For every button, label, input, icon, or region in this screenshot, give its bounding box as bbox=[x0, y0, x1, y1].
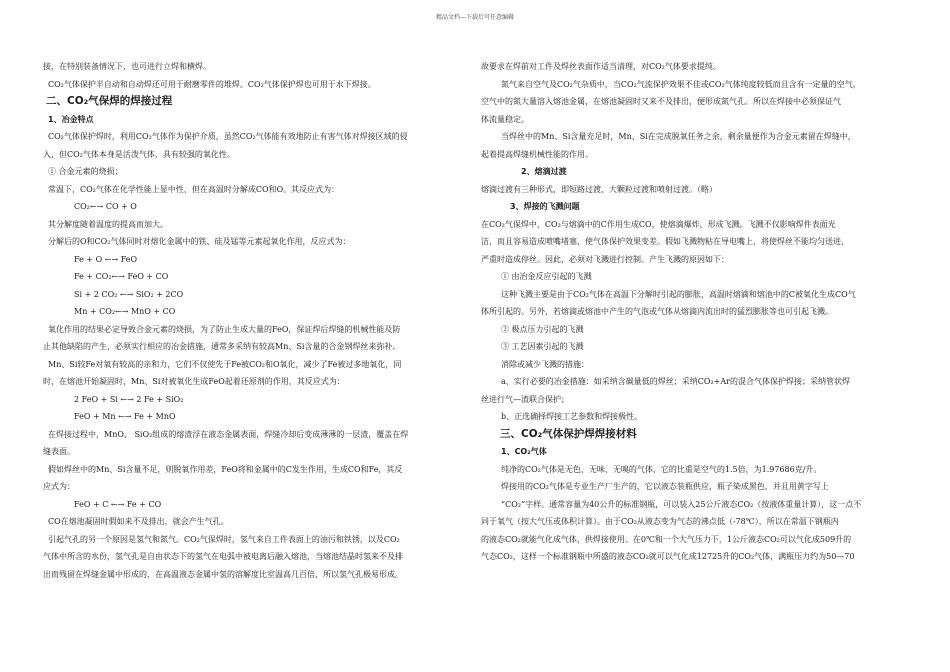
text-line: 时，在熔池开始凝固时，Mn、Si对被氧化生成FeO起着还原剂的作用，其反应式为： bbox=[43, 377, 345, 386]
text-line: 丝进行气—渣联合保护； bbox=[481, 394, 569, 404]
text-line: CO在熔池凝固时假如来不及排出，就会产生气孔。 bbox=[48, 517, 229, 526]
text-line: 焊接用的CO₂气体是专业生产厂生产的，它以液态装瓶供应，瓶子染成黑色，并且用黄字写上 bbox=[501, 482, 829, 491]
text-line: Fe + O ←→ FeO bbox=[74, 254, 138, 264]
text-line: 体流量稳定。 bbox=[481, 114, 529, 124]
text-line: 出而残留在焊缝金属中形成的，在高温液态金属中氢的溶解度比室温高几百倍，所以氢气孔极易形成。 bbox=[43, 569, 403, 579]
text-line: 入，但CO₂气体本身是活泼气体，具有较强的氧化性。 bbox=[43, 149, 235, 159]
text-line: 气态CO₂，这样一个标准钢瓶中所盛的液态CO₂就可以气化成12725升的CO₂气体，满瓶压力约为50—70 bbox=[481, 552, 855, 561]
text-line: 起着提高焊缝机械性能的作用。 bbox=[481, 149, 593, 159]
text-line: 的液态CO₂就能气化成气体，供焊接使用。在0℃和一个大气压力下，1公斤液态CO₂可以气化成509升的 bbox=[481, 534, 852, 544]
text-line: 这种飞溅主要是由于CO₂气体在高温下分解时引起的膨胀，高温时熔滴和熔池中的C被氧化生成CO气 bbox=[501, 289, 856, 299]
text-line: 氧化作用的结果必定导致合金元素的烧损，为了防止生成大量的FeO，保证焊后焊缝的机械性能及防 bbox=[48, 324, 401, 334]
text-line: a、实行必要的冶金措施：如采纳含碳量低的焊丝；采纳CO₂+Ar的混合气体保护焊接；采纳管状焊 bbox=[501, 377, 850, 386]
text-line: 止其他缺陷的产生，必须实行相应的冶金措施，通常多采纳有较高Mn、Si含量的合金钢焊丝来弥补。 bbox=[43, 342, 401, 351]
text-line: 同于氧气（按大气压或体积计算）。由于CO₂从液态变为气态的沸点低（-78℃），所以在常温下钢瓶内 bbox=[481, 517, 839, 526]
text-line: 在焊接过程中，MnO、 SiO₂组成的熔渣浮在液态金属表面，焊缝冷却后变成薄薄的一层渣，覆盖在焊 bbox=[48, 429, 409, 439]
text-line: CO₂气体保护焊时，利用CO₂气体作为保护介质，虽然CO₂气体能有效地防止有害气体对焊接区域的侵 bbox=[48, 132, 408, 141]
text-line: 氮气来自空气及CO₂气杂质中，当CO₂气流保护效果不佳或CO₂气体纯度较低而且含有一定量的空气， bbox=[501, 79, 861, 89]
text-line: 故要求在焊前对工件及焊丝表面作适当清理，对CO₂气体要求提纯。 bbox=[481, 62, 721, 71]
text-line: b、正选确择焊接工艺参数和焊接极性。 bbox=[501, 412, 643, 421]
text-line: Fe + CO₂←→ FeO + CO bbox=[74, 272, 169, 281]
text-line: “CO₂”字样。通常容量为40公升的标准钢瓶，可以装入25公斤液态CO₂（按液体重量计算），这一点不 bbox=[501, 499, 862, 509]
text-line: ① 由冶金反应引起的飞溅 bbox=[501, 272, 592, 281]
text-line: 缝表面。 bbox=[43, 447, 75, 456]
page-header: 精品文档---下载后可任意编辑 bbox=[435, 14, 515, 21]
text-line: CO₂气体保护半自动和自动焊还可用于耐磨零件的堆焊。CO₂气体保护焊也可用于水下焊接。 bbox=[48, 79, 376, 89]
text-line: 引起气孔的另一个原因是氢气和氮气。CO₂气保焊时，氢气来自工件表面上的油污和铁锈，以及CO₂ bbox=[48, 534, 400, 544]
text-line: 常温下，CO₂气体在化学性能上显中性，但在高温时分解成CO和O。其反应式为： bbox=[48, 184, 340, 194]
subsection-heading: 3、焊接的飞溅问题 bbox=[510, 202, 580, 211]
text-line: 消除或减少飞溅的措施： bbox=[501, 359, 589, 369]
text-line: 当焊丝中的Mn、Si含量充足时，Mn、Si在完成脱氧任务之余，剩余量便作为合金元素留在焊缝中， bbox=[501, 132, 856, 141]
text-line: ③ 工艺因素引起的飞溅 bbox=[501, 342, 584, 351]
subsection-heading: 1、冶金特点 bbox=[48, 114, 94, 124]
text-line: 气体中所含的水份，氢气孔是自由状态下的氢气在电弧中被电离后融入熔池，当熔池结晶时氢来不及排 bbox=[43, 552, 403, 561]
text-line: 严重时造成停丝。因此，必须对飞溅进行控制。产生飞溅的原因如下： bbox=[481, 254, 729, 264]
text-line: 假如焊丝中的Mn、Si含量不足，则脱氧作用差，FeO将和金属中的C发生作用，生成CO和Fe，其反 bbox=[48, 464, 403, 474]
subsection-heading: 1、CO₂气体 bbox=[501, 447, 547, 456]
text-line: 空气中的氮大量溶入熔池金属，在熔池凝固时又来不及排出，便形成氮气孔。所以在焊接中必须保证气 bbox=[481, 97, 841, 106]
right-column bbox=[481, 58, 919, 566]
section-heading: 二、CO₂气保焊的焊接过程 bbox=[46, 95, 173, 107]
text-line: Mn + CO₂←→ MnO + CO bbox=[74, 307, 176, 316]
text-line: FeO + Mn ←→ Fe + MnO bbox=[74, 412, 176, 421]
text-line: CO₂←→ CO + O bbox=[74, 202, 137, 211]
text-line: 洁，而且容易造成喷嘴堵塞，使气体保护效果变差。假如飞溅物粘在导电嘴上，将使焊丝不能均匀送进， bbox=[481, 237, 849, 246]
text-line: Mn、Si较Fe对氧有较高的亲和力，它们不仅使先于Fe被CO₂和O氧化，减少了Fe被过多地氧化，同 bbox=[48, 359, 402, 369]
text-line: 分解后的O和CO₂气体同时对熔化金属中的铁、硅及锰等元素起氧化作用，反应式为： bbox=[48, 237, 351, 246]
text-line: 其分解度随着温度的提高而加大。 bbox=[48, 219, 168, 229]
text-line: 应式为： bbox=[43, 482, 75, 491]
text-line: 纯净的CO₂气体是无色、无味、无嗅的气体，它的比重是空气的1.5倍，为1.97686克/升。 bbox=[501, 464, 822, 474]
text-line: Si + 2 CO₂ ←→ SiO₂ + 2CO bbox=[74, 289, 184, 299]
text-line: FeO + C ←→ Fe + CO bbox=[74, 499, 162, 509]
subsection-heading: 2、熔滴过渡 bbox=[521, 167, 567, 176]
text-line: 熔滴过渡有三种形式，即短路过渡、大颗粒过渡和喷射过渡。（略） bbox=[481, 184, 717, 194]
text-line: 体所引起的。另外，若熔滴或熔池中产生的气泡或气体从熔滴内流出时的猛烈膨胀等也可引起飞溅。 bbox=[481, 307, 833, 316]
text-line: ② 极点压力引起的飞溅 bbox=[501, 324, 584, 334]
text-line: 2 FeO + Si ←→ 2 Fe + SiO₂ bbox=[74, 394, 184, 404]
section-heading: 三、CO₂气体保护焊焊接材料 bbox=[500, 427, 637, 440]
left-column bbox=[43, 58, 461, 583]
text-line: 接，在特别装备情况下，也可进行立焊和横焊。 bbox=[43, 62, 211, 71]
text-line: 在CO₂气保焊中，CO₂与熔滴中的C作用生成CO，使熔滴爆炸，形成飞溅。飞溅不仅影响焊件表面光 bbox=[481, 219, 836, 229]
text-line: ① 合金元素的烧损； bbox=[48, 167, 123, 176]
